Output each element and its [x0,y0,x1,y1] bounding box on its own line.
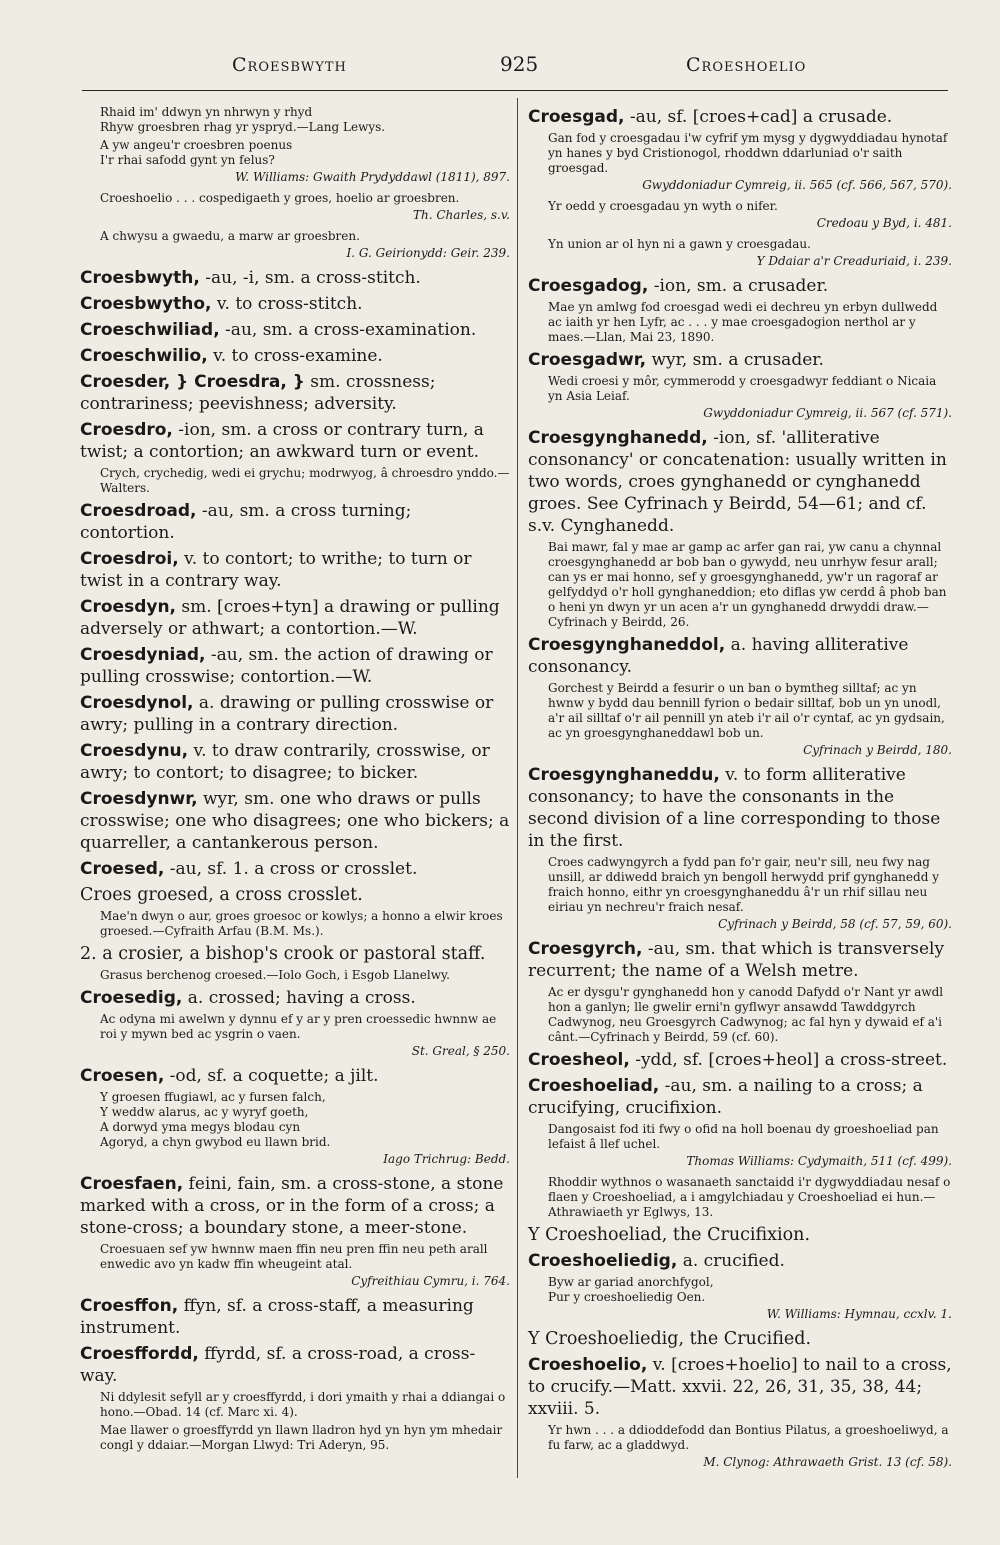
definition: -au, sm. that which is transversely recurrent; the name of a Welsh metre. [528,939,945,981]
citation-source: St. Greal, § 250. [411,1044,510,1058]
right-column [528,102,952,1476]
headword: Croesffordd, [80,1344,199,1364]
definition: -au, sm. a nailing to a cross; a crucifying, crucifixion. [528,1076,923,1118]
headword: Croesgadwr, [528,350,647,370]
dictionary-entry [80,1173,510,1239]
header-right-guide-word: Croeshoelio [686,54,807,76]
dictionary-entry [528,427,952,537]
definition: -au, sf. 1. a cross or crosslet. [164,859,418,879]
definition: v. to cross-examine. [207,346,383,366]
citation-source: I. G. Geirionydd: Geir. 239. [346,246,510,260]
definition: -od, sf. a coquette; a jilt. [164,1066,379,1086]
dictionary-entry [80,644,510,688]
citation-source: W. Williams: Gwaith Prydyddawl (1811), 897. [235,170,510,184]
citation-quote: Ac odyna mi awelwn y dynnu ef y ar y pren croessedic hwnnw ae roi y mywn bed ac ysgrin o vaen. [100,1012,497,1041]
headword: Croesdroad, [80,501,197,521]
headword: Croesdro, [80,420,173,440]
citation-quote: Gorchest y Beirdd a fesurir o un ban o bymtheg silltaf; ac yn hwnw y bydd dau bennill fyrion o bedair silltaf, bob un yn unodl, a'r ail silltaf o'r ail pennill yn ateb i'r ail o'r cyntaf, ac yn gydsain, ac yn groesgynghaneddawl bob un. [548,681,945,740]
citation-quote: A chwysu a gwaedu, a marw ar groesbren. [100,229,360,243]
headword: Croesdyn, [80,597,176,617]
citation-quote: Grasus berchenog croesed.—Iolo Goch, i Esgob Llanelwy. [100,968,450,982]
headword: Croeshoeliad, [528,1076,660,1096]
dictionary-entry [528,938,952,982]
dictionary-entry [528,634,952,678]
headword: Croesffon, [80,1296,179,1316]
citation-quote: Yr hwn . . . a ddioddefodd dan Bontius Pilatus, a groeshoeliwyd, a fu farw, ac a gladdwyd. [548,1423,949,1452]
page-number: 925 [500,52,539,76]
citation-source: Credoau y Byd, i. 481. [816,216,952,230]
headword: Croeshoelio, [528,1355,648,1375]
definition: sm. [croes+tyn] a drawing or pulling adversely or athwart; a contortion.—W. [80,597,500,639]
definition: wyr, sm. a crusader. [646,350,824,370]
citation-quote: Dangosaist fod iti fwy o ofid na holl boenau dy groeshoeliad pan lefaist â llef uchel. [548,1122,939,1151]
sub-sense: Y Croeshoeliad, the Crucifixion. [528,1225,811,1245]
headword: Croesbwyth, [80,268,200,288]
dictionary-entry [80,987,510,1009]
definition: v. to draw contrarily, crosswise, or awry; to contort; to disagree; to bicker. [80,741,490,783]
definition: -au, -i, sm. a cross-stitch. [199,268,421,288]
headword: Croesdyniad, [80,645,206,665]
definition: feini, fain, sm. a cross-stone, a stone marked with a cross, or in the form of a cross; a stone-cross; a boundary stone, a meer-stone. [80,1174,504,1238]
citation-source: Iago Trichrug: Bedd. [383,1152,510,1166]
citation-source: Gwyddoniadur Cymreig, ii. 565 (cf. 566, 567, 570). [642,178,952,192]
dictionary-entry [80,692,510,736]
citation-source: M. Clynog: Athrawaeth Grist. 13 (cf. 58). [703,1455,952,1469]
dictionary-entry [528,1049,952,1071]
citation-quote: Wedi croesi y môr, cymmerodd y croesgadwyr feddiant o Nicaia yn Asia Leiaf. [548,374,937,403]
dictionary-entry [80,740,510,784]
headword: Croesdynu, [80,741,189,761]
header-left-guide-word: Croesbwyth [232,54,347,76]
headword: Croesdroi, [80,549,179,569]
dictionary-entry [80,267,510,289]
definition: v. to contort; to writhe; to turn or twist in a contrary way. [80,549,472,591]
definition: -ion, sm. a crusader. [648,276,829,296]
citation-quote: Byw ar gariad anorchfygol, Pur y croeshoeliedig Oen. [548,1275,714,1304]
citation-source: Gwyddoniadur Cymreig, ii. 567 (cf. 571). [703,406,952,420]
dictionary-entry [528,1075,952,1119]
citation-quote: Yr oedd y croesgadau yn wyth o nifer. [548,199,778,213]
citation-source: Cyfreithiau Cymru, i. 764. [351,1274,510,1288]
headword: Croesbwytho, [80,294,212,314]
dictionary-entry [80,596,510,640]
definition: wyr, sm. one who draws or pulls crosswise; one who disagrees; one who bickers; a quarreller, a cantankerous person. [80,789,510,853]
headword: Croeschwiliad, [80,320,220,340]
headword: Croeschwilio, [80,346,208,366]
citation-source: Thomas Williams: Cydymaith, 511 (cf. 499). [686,1154,952,1168]
definition: ffyrdd, sf. a cross-road, a cross-way. [80,1344,476,1386]
definition: v. to form alliterative consonancy; to have the consonants in the second division of a line corresponding to those in the first. [528,765,941,851]
definition: sm. crossness; contrariness; peevishness; adversity. [80,372,436,414]
citation-quote: Ac er dysgu'r gynghanedd hon y canodd Dafydd o'r Nant yr awdl hon a ganlyn; lle gwelir erni'n gyflwyr ansawdd Tawddgyrch Cadwynog, neu Groesgyrch Cadwynog; ac fal hyn y dywaid ef a'i cânt.—Cyfrinach y Beirdd, 59 (cf. 60). [548,985,944,1044]
dictionary-entry [528,764,952,852]
citation-quote: Mae yn amlwg fod croesgad wedi ei dechreu yn erbyn dullwedd ac iaith yr hen Lyfr, ac . . . y mae croesgadogion nerthol ar y maes.—Llan, Mai 23, 1890. [548,300,938,344]
headword: Croesdynol, [80,693,194,713]
headword: Croesgynghaneddu, [528,765,720,785]
citation-quote: Crych, crychedig, wedi ei grychu; modrwyog, â chroesdro ynddo.—Walters. [100,466,510,495]
dictionary-entry [80,319,510,341]
headword: Croesed, [80,859,165,879]
dictionary-entry [80,1295,510,1339]
definition: -au, sm. a cross turning; contortion. [80,501,412,543]
definition: a. crossed; having a cross. [182,988,416,1008]
citation-source: Y Ddaiar a'r Creaduriaid, i. 239. [756,254,952,268]
dictionary-entry [528,1250,952,1272]
citation-source: Cyfrinach y Beirdd, 180. [803,743,952,757]
sub-sense: 2. a crosier, a bishop's crook or pastoral staff. [80,944,486,964]
citation-source: W. Williams: Hymnau, ccxlv. 1. [766,1307,952,1321]
headword: Croesder, } Croesdra, } [80,372,305,392]
definition: -au, sf. [croes+cad] a crusade. [624,107,893,127]
citation-quote: Yn union ar ol hyn ni a gawn y croesgadau. [548,237,811,251]
citation-quote: Gan fod y croesgadau i'w cyfrif ym mysg y dygwyddiadau hynotaf yn hanes y byd Cristionogol, rhoddwn ddarluniad o'r saith groesgad. [548,131,948,175]
dictionary-entry [80,293,510,315]
dictionary-entry [528,1354,952,1420]
definition: -ydd, sf. [croes+heol] a cross-street. [629,1050,948,1070]
page-header [0,48,1000,88]
definition: a. having alliterative consonancy. [528,635,909,677]
citation-quote: Croesuaen sef yw hwnnw maen ffin neu pren ffin neu peth arall enwedic avo yn kadw ffin wheugeint atal. [100,1242,488,1271]
headword: Croesedig, [80,988,183,1008]
definition: v. [croes+hoelio] to nail to a cross, to crucify.—Matt. xxvii. 22, 26, 31, 35, 38, 44; xxviii. 5. [528,1355,952,1419]
citation-quote: Croes cadwyngyrch a fydd pan fo'r gair, neu'r sill, neu fwy nag unsill, ar ddiwedd braich yn bengoll herwydd prif gynghanedd y fraich honno, eithr yn croesgynghaneddu â'r un rhif sillau neu eiriau yn nechreu'r fraich nesaf. [548,855,939,914]
citation-quote: Rhaid im' ddwyn yn nhrwyn y rhyd Rhyw groesbren rhag yr yspryd.—Lang Lewys. [100,105,386,134]
citation-source: Cyfrinach y Beirdd, 58 (cf. 57, 59, 60). [718,917,952,931]
header-rule [82,90,948,91]
headword: Croesheol, [528,1050,630,1070]
headword: Croeshoeliedig, [528,1251,678,1271]
citation-quote: Ni ddylesit sefyll ar y croesffyrdd, i dori ymaith y rhai a ddiangai o hono.—Obad. 14 (cf. Marc xi. 4). [100,1390,506,1419]
sub-sense: Y Croeshoeliedig, the Crucified. [528,1329,812,1349]
dictionary-entry [80,371,510,415]
headword: Croesgadog, [528,276,649,296]
citation-quote: Mae'n dwyn o aur, groes groesoc or kowlys; a honno a elwir kroes groesed.—Cyfraith Arfau (B.M. Ms.). [100,909,503,938]
definition: -au, sm. a cross-examination. [219,320,477,340]
definition: v. to cross-stitch. [211,294,363,314]
dictionary-entry [528,106,952,128]
definition: -au, sm. the action of drawing or pulling crosswise; contortion.—W. [80,645,493,687]
definition: -ion, sm. a cross or contrary turn, a twist; a contortion; an awkward turn or event. [80,420,484,462]
headword: Croesgynghanedd, [528,428,708,448]
dictionary-entry [80,1065,510,1087]
headword: Croesfaen, [80,1174,184,1194]
citation-quote: Rhoddir wythnos o wasanaeth sanctaidd i'r dygwyddiadau nesaf o flaen y Croeshoeliad, a i amgylchiadau y Croeshoeliad ei hun.—Athrawiaeth yr Eglwys, 13. [548,1175,951,1219]
headword: Croesgad, [528,107,625,127]
citation-quote: Y groesen ffugiawl, ac y fursen falch, Y weddw alarus, ac y wyryf goeth, A dorwyd yma megys blodau cyn Agoryd, a chyn gwybod eu llawn brid. [100,1090,331,1149]
citation-quote: Bai mawr, fal y mae ar gamp ac arfer gan rai, yw canu a chynnal croesgynghanedd ar bob ban o gywydd, neu unrhyw fesur arall; can ys er mai honno, sef y groesgynghanedd, yw'r un ragoraf ar gelfyddyd o'r holl gynghaneddion; eto diflas yw cerdd â phob ban o heni yn dwyn yr un acen a'r un gynghanedd drwyddi draw.—Cyfrinach y Beirdd, 26. [548,540,947,629]
dictionary-entry [528,349,952,371]
left-column [80,102,510,1455]
dictionary-entry [80,345,510,367]
dictionary-entry [80,788,510,854]
headword: Croesen, [80,1066,165,1086]
definition: a. drawing or pulling crosswise or awry; pulling in a contrary direction. [80,693,494,735]
citation-source: Th. Charles, s.v. [412,208,510,222]
dictionary-entry [80,500,510,544]
headword: Croesgynghaneddol, [528,635,726,655]
headword: Croesdynwr, [80,789,198,809]
definition: ffyn, sf. a cross-staff, a measuring instrument. [80,1296,474,1338]
dictionary-entry [80,548,510,592]
column-divider [517,98,518,1478]
headword: Croesgyrch, [528,939,643,959]
definition: a. crucified. [677,1251,785,1271]
dictionary-entry [80,1343,510,1387]
dictionary-entry [80,858,510,880]
sub-sense: Croes groesed, a cross crosslet. [80,885,363,905]
citation-quote: A yw angeu'r croesbren poenus I'r rhai safodd gynt yn felus? [100,138,293,167]
citation-quote: Croeshoelio . . . cospedigaeth y groes, hoelio ar groesbren. [100,191,460,205]
citation-quote: Mae llawer o groesffyrdd yn llawn lladron hyd yn hyn ym mhedair congl y ddaiar.—Morgan Llwyd: Tri Aderyn, 95. [100,1423,503,1452]
dictionary-entry [80,419,510,463]
dictionary-entry [528,275,952,297]
definition: -ion, sf. 'alliterative consonancy' or concatenation: usually written in two words, croes gynghanedd or cynghanedd groes. See Cyfrinach y Beirdd, 54—61; and cf. s.v. Cynghanedd. [528,428,947,536]
